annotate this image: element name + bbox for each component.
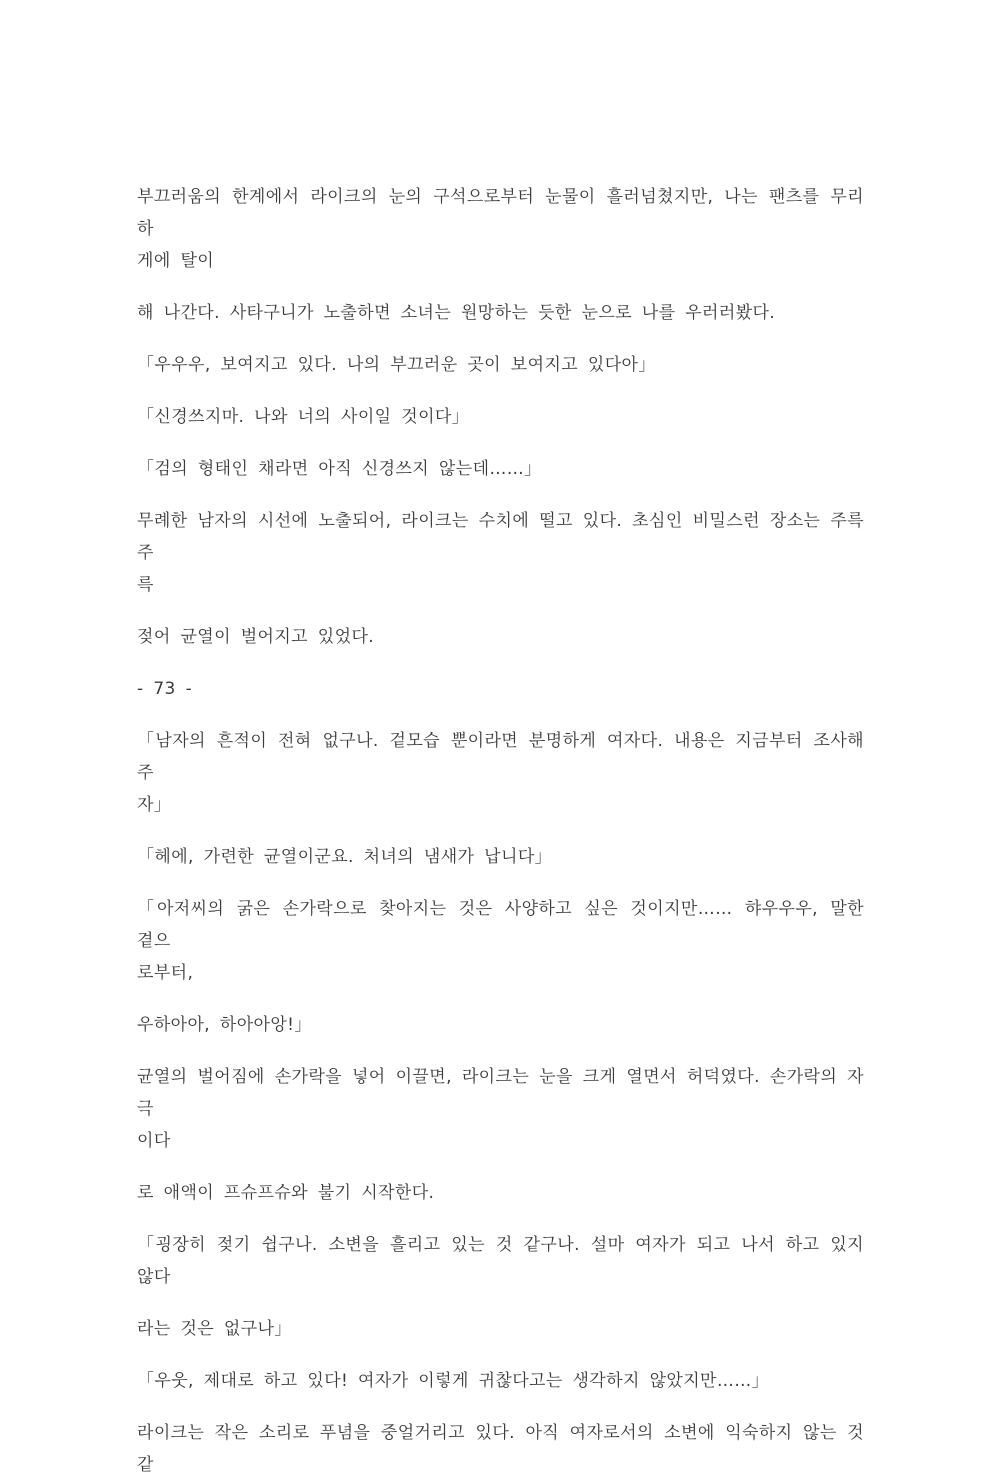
text-line: 「검의 형태인 채라면 아직 신경쓰지 않는데……」: [137, 459, 542, 479]
text-line: 로 애액이 프슈프슈와 불기 시작한다.: [137, 1183, 435, 1203]
page-number: - 73 -: [137, 679, 193, 699]
text-line: 라는 것은 없구나」: [137, 1319, 292, 1339]
text-line: 해 나간다. 사타구니가 노출하면 소녀는 원망하는 듯한 눈으로 나를 우러러봤다.: [137, 303, 776, 323]
text-line: 「우웃, 제대로 하고 있다! 여자가 이렇게 귀찮다고는 생각하지 않았지만……」: [137, 1371, 770, 1391]
text-line: 「아저씨의 굵은 손가락으로 찾아지는 것은 사양하고 싶은 것이지만…… 햐우우우, 말한 곁으: [137, 899, 864, 951]
text-line: 게에 탈이: [137, 251, 215, 271]
text-line: 「신경쓰지마. 나와 너의 사이일 것이다」: [137, 407, 470, 427]
text-line: 「헤에, 가련한 균열이군요. 처녀의 냄새가 납니다」: [137, 847, 553, 867]
text-line: 「우우우, 보여지고 있다. 나의 부끄러운 곳이 보여지고 있다아」: [137, 355, 656, 375]
text-line: 부끄러움의 한계에서 라이크의 눈의 구석으로부터 눈물이 흘러넘쳤지만, 나는 팬츠를 무리하: [137, 187, 864, 239]
document-body: [137, 181, 864, 1481]
text-line: 균열의 벌어짐에 손가락을 넣어 이끌면, 라이크는 눈을 크게 열면서 허덕였다. 손가락의 자극: [137, 1067, 864, 1119]
text-line: 우하아아, 하아아앙!」: [137, 1015, 312, 1035]
text-line: 륵: [137, 575, 154, 595]
text-line: 로부터,: [137, 963, 194, 983]
text-line: 「굉장히 젖기 쉽구나. 소변을 흘리고 있는 것 같구나. 설마 여자가 되고 나서 하고 있지 않다: [137, 1235, 864, 1287]
text-line: 젖어 균열이 벌어지고 있었다.: [137, 627, 375, 647]
text-line: 「남자의 흔적이 전혀 없구나. 겉모습 뿐이라면 분명하게 여자다. 내용은 지금부터 조사해 주: [137, 731, 864, 783]
text-line: 라이크는 작은 소리로 푸념을 중얼거리고 있다. 아직 여자로서의 소변에 익숙하지 않는 것 같: [137, 1423, 864, 1475]
text-line: 자」: [137, 795, 172, 815]
text-line: 무례한 남자의 시선에 노출되어, 라이크는 수치에 떨고 있다. 초심인 비밀스런 장소는 주륵주: [137, 511, 864, 563]
text-line: 이다: [137, 1131, 171, 1151]
